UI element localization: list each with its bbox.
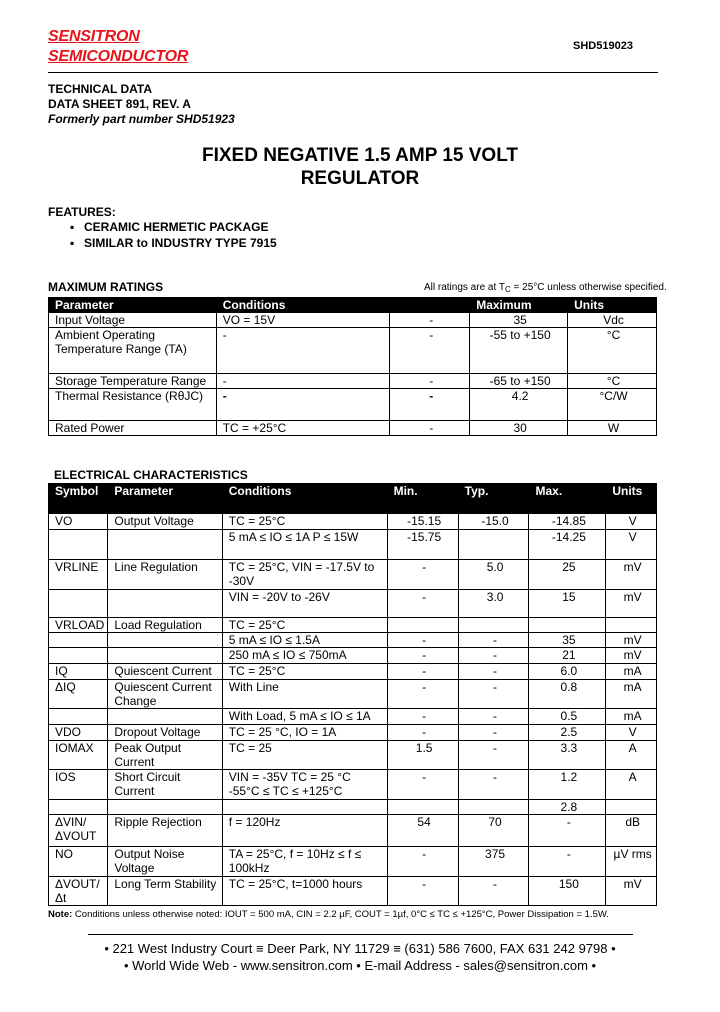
symbol-cell: IOMAX	[49, 741, 108, 770]
symbol-cell: VO	[49, 514, 108, 530]
unit-cell: mA	[606, 680, 657, 709]
typ-cell: 3.0	[458, 590, 529, 618]
typ-cell: -	[458, 725, 529, 741]
param-cell: Peak Output Current	[108, 741, 222, 770]
unit-cell: V	[606, 530, 657, 560]
table-row	[49, 770, 657, 800]
conditions-note	[48, 909, 609, 920]
min-cell: -	[387, 648, 458, 664]
features-heading: FEATURES:	[48, 205, 116, 219]
min-cell	[387, 800, 458, 815]
symbol-cell: NO	[49, 847, 108, 877]
max-cell: -	[529, 815, 606, 847]
cond-cell: With Load, 5 mA ≤ IO ≤ 1A	[222, 709, 387, 725]
max-cell: -65 to +150	[470, 374, 568, 389]
col-header-blank	[390, 298, 470, 313]
formerly-part-number: Formerly part number SHD51923	[48, 112, 235, 126]
typ-cell: -	[458, 741, 529, 770]
typ-cell: -	[458, 877, 529, 906]
data-sheet: DATA SHEET 891, REV. A	[48, 97, 191, 111]
min-cell: -	[387, 847, 458, 877]
typ-cell: 70	[458, 815, 529, 847]
param-cell: Storage Temperature Range	[49, 374, 217, 389]
cond-cell: TC = 25	[222, 741, 387, 770]
col-header-conditions: Conditions	[216, 298, 390, 313]
table-row	[49, 530, 657, 560]
param-cell	[108, 648, 222, 664]
col-header-units: Units	[568, 298, 657, 313]
symbol-cell: ΔIQ	[49, 680, 108, 709]
max-ratings-note	[424, 282, 667, 294]
table-row	[49, 648, 657, 664]
param-cell	[108, 709, 222, 725]
cond-cell: TC = 25°C	[222, 618, 387, 633]
unit-cell: mV	[606, 648, 657, 664]
typ-cell: -	[458, 680, 529, 709]
cond-cell: VIN = -35V TC = 25 °C -55°C ≤ TC ≤ +125°C	[222, 770, 387, 800]
typ-cell: -	[458, 770, 529, 800]
cond-cell: 5 mA ≤ IO ≤ 1.5A	[222, 633, 387, 648]
max-ratings-table	[48, 297, 657, 436]
technical-data: TECHNICAL DATA	[48, 82, 152, 96]
max-cell: -	[529, 847, 606, 877]
cond-cell: TC = 25°C	[222, 514, 387, 530]
part-number: SHD519023	[573, 40, 633, 52]
max-cell: 2.8	[529, 800, 606, 815]
cond-cell: TC = 25°C, VIN = -17.5V to -30V	[222, 560, 387, 590]
param-cell: Quiescent Current	[108, 664, 222, 680]
col-header-typ: Typ.	[458, 484, 529, 514]
typ-cell	[458, 800, 529, 815]
col-header-min: Min.	[387, 484, 458, 514]
note-suffix: = 25°C unless otherwise specified.	[510, 282, 667, 293]
cond-cell: 5 mA ≤ IO ≤ 1A P ≤ 15W	[222, 530, 387, 560]
min-cell: -	[387, 770, 458, 800]
table-row	[49, 664, 657, 680]
max-cell: 35	[529, 633, 606, 648]
brand-line2: SEMICONDUCTOR	[48, 48, 189, 65]
cond-cell: VO = 15V	[216, 313, 390, 328]
param-cell: Dropout Voltage	[108, 725, 222, 741]
unit-cell: A	[606, 770, 657, 800]
dash-cell: -	[390, 421, 470, 436]
param-cell: Thermal Resistance (RθJC)	[49, 389, 217, 421]
table-row	[49, 389, 657, 421]
min-cell: -15.15	[387, 514, 458, 530]
param-cell	[108, 633, 222, 648]
param-cell: Ambient Operating Temperature Range (TA)	[49, 328, 217, 374]
max-cell: 25	[529, 560, 606, 590]
note-sub: C	[504, 285, 511, 294]
param-cell: Rated Power	[49, 421, 217, 436]
unit-cell: Vdc	[568, 313, 657, 328]
page-title-line1: FIXED NEGATIVE 1.5 AMP 15 VOLT	[201, 145, 519, 166]
footer-web: • World Wide Web - www.sensitron.com • E-mail Address - sales@sensitron.com •	[123, 958, 597, 973]
min-cell: -	[387, 560, 458, 590]
param-cell	[108, 530, 222, 560]
max-cell: 3.3	[529, 741, 606, 770]
unit-cell: °C	[568, 374, 657, 389]
table-row	[49, 313, 657, 328]
typ-cell: -	[458, 633, 529, 648]
min-cell: -	[387, 877, 458, 906]
param-cell: Long Term Stability	[108, 877, 222, 906]
param-cell: Quiescent Current Change	[108, 680, 222, 709]
min-cell: 1.5	[387, 741, 458, 770]
max-cell: 150	[529, 877, 606, 906]
table-row	[49, 560, 657, 590]
elec-table-body	[49, 514, 657, 906]
table-row	[49, 709, 657, 725]
feature-label: SIMILAR to INDUSTRY TYPE 7915	[84, 236, 277, 250]
max-cell: -14.25	[529, 530, 606, 560]
typ-cell	[458, 618, 529, 633]
feature-item	[70, 236, 277, 250]
col-header-conditions: Conditions	[222, 484, 387, 514]
symbol-cell	[49, 800, 108, 815]
table-row	[49, 421, 657, 436]
unit-cell	[606, 618, 657, 633]
max-cell: -55 to +150	[470, 328, 568, 374]
max-cell: 6.0	[529, 664, 606, 680]
unit-cell: mV	[606, 560, 657, 590]
max-cell: 0.8	[529, 680, 606, 709]
unit-cell: µV rms	[606, 847, 657, 877]
header-rule	[48, 72, 658, 73]
cond-cell: TC = 25°C, t=1000 hours	[222, 877, 387, 906]
symbol-cell: ΔVOUT/Δt	[49, 877, 108, 906]
param-cell: Short Circuit Current	[108, 770, 222, 800]
feature-item	[70, 220, 268, 234]
typ-cell: -15.0	[458, 514, 529, 530]
table-row	[49, 514, 657, 530]
unit-cell: °C	[568, 328, 657, 374]
min-cell: -	[387, 664, 458, 680]
note-prefix: All ratings are at T	[424, 282, 505, 293]
typ-cell: 5.0	[458, 560, 529, 590]
symbol-cell	[49, 648, 108, 664]
min-cell: -	[387, 709, 458, 725]
symbol-cell	[49, 530, 108, 560]
bullet-icon: ▪	[70, 220, 75, 234]
table-row	[49, 800, 657, 815]
param-cell: Output Noise Voltage	[108, 847, 222, 877]
symbol-cell: ΔVIN/ΔVOUT	[49, 815, 108, 847]
symbol-cell	[49, 633, 108, 648]
typ-cell: -	[458, 664, 529, 680]
typ-cell: 375	[458, 847, 529, 877]
table-row	[49, 680, 657, 709]
typ-cell: -	[458, 648, 529, 664]
dash-cell: -	[390, 389, 470, 421]
param-cell: Input Voltage	[49, 313, 217, 328]
min-cell: -15.75	[387, 530, 458, 560]
cond-cell: TC = +25°C	[216, 421, 390, 436]
note-label: Note:	[48, 909, 73, 920]
col-header-parameter: Parameter	[108, 484, 222, 514]
param-cell: Ripple Rejection	[108, 815, 222, 847]
table-row	[49, 590, 657, 618]
unit-cell: °C/W	[568, 389, 657, 421]
param-cell: Line Regulation	[108, 560, 222, 590]
col-header-maximum: Maximum	[470, 298, 568, 313]
table-row	[49, 877, 657, 906]
max-cell: 4.2	[470, 389, 568, 421]
table-header-row	[49, 298, 657, 313]
param-cell	[108, 590, 222, 618]
max-cell	[529, 618, 606, 633]
table-row	[49, 633, 657, 648]
param-cell	[108, 800, 222, 815]
elec-heading: ELECTRICAL CHARACTERISTICS	[54, 468, 248, 482]
unit-cell: mV	[606, 590, 657, 618]
cond-cell: 250 mA ≤ IO ≤ 750mA	[222, 648, 387, 664]
symbol-cell	[49, 590, 108, 618]
table-header-row	[49, 484, 657, 514]
col-header-units: Units	[606, 484, 657, 514]
max-cell: 35	[470, 313, 568, 328]
cond-cell: -	[216, 328, 390, 374]
footer-rule	[88, 934, 633, 935]
max-cell: -14.85	[529, 514, 606, 530]
unit-cell: mV	[606, 633, 657, 648]
max-cell: 0.5	[529, 709, 606, 725]
unit-cell: V	[606, 725, 657, 741]
cond-cell: TC = 25 °C, IO = 1A	[222, 725, 387, 741]
min-cell	[387, 618, 458, 633]
cond-cell: f = 120Hz	[222, 815, 387, 847]
min-cell: -	[387, 633, 458, 648]
col-header-parameter: Parameter	[49, 298, 217, 313]
cond-cell: TC = 25°C	[222, 664, 387, 680]
unit-cell: mA	[606, 664, 657, 680]
symbol-cell: VRLINE	[49, 560, 108, 590]
typ-cell	[458, 530, 529, 560]
cond-cell: VIN = -20V to -26V	[222, 590, 387, 618]
max-cell: 1.2	[529, 770, 606, 800]
table-row	[49, 847, 657, 877]
typ-cell: -	[458, 709, 529, 725]
symbol-cell: VRLOAD	[49, 618, 108, 633]
min-cell: -	[387, 680, 458, 709]
min-cell: -	[387, 725, 458, 741]
unit-cell: V	[606, 514, 657, 530]
col-header-max: Max.	[529, 484, 606, 514]
max-cell: 30	[470, 421, 568, 436]
col-header-symbol: Symbol	[49, 484, 108, 514]
unit-cell: dB	[606, 815, 657, 847]
table-row	[49, 374, 657, 389]
unit-cell: mV	[606, 877, 657, 906]
dash-cell: -	[390, 328, 470, 374]
cond-cell	[222, 800, 387, 815]
elec-table	[48, 483, 657, 906]
max-cell: 15	[529, 590, 606, 618]
symbol-cell: VDO	[49, 725, 108, 741]
max-ratings-heading: MAXIMUM RATINGS	[48, 280, 164, 294]
table-row	[49, 618, 657, 633]
unit-cell: W	[568, 421, 657, 436]
param-cell: Output Voltage	[108, 514, 222, 530]
min-cell: 54	[387, 815, 458, 847]
cond-cell: TA = 25°C, f = 10Hz ≤ f ≤ 100kHz	[222, 847, 387, 877]
table-row	[49, 328, 657, 374]
footer-address: • 221 West Industry Court ≡ Deer Park, NY 11729 ≡ (631) 586 7600, FAX 631 242 9798 •	[104, 941, 616, 956]
table-row	[49, 741, 657, 770]
unit-cell: mA	[606, 709, 657, 725]
param-cell: Load Regulation	[108, 618, 222, 633]
table-row	[49, 815, 657, 847]
cond-cell: With Line	[222, 680, 387, 709]
brand-line1: SENSITRON	[48, 28, 140, 45]
max-cell: 2.5	[529, 725, 606, 741]
cond-cell: -	[216, 389, 390, 421]
bullet-icon: ▪	[70, 236, 75, 250]
symbol-cell: IQ	[49, 664, 108, 680]
min-cell: -	[387, 590, 458, 618]
page-title-line2: REGULATOR	[300, 168, 420, 189]
symbol-cell: IOS	[49, 770, 108, 800]
dash-cell: -	[390, 313, 470, 328]
symbol-cell	[49, 709, 108, 725]
note-text: Conditions unless otherwise noted: IOUT = 500 mA, CIN = 2.2 µF, COUT = 1µf, 0°C ≤ TC ≤ +125°C, Power Dissipation = 1.5W.	[72, 909, 609, 920]
feature-label: CERAMIC HERMETIC PACKAGE	[84, 220, 269, 234]
cond-cell: -	[216, 374, 390, 389]
dash-cell: -	[390, 374, 470, 389]
unit-cell: A	[606, 741, 657, 770]
table-row	[49, 725, 657, 741]
max-cell: 21	[529, 648, 606, 664]
unit-cell	[606, 800, 657, 815]
